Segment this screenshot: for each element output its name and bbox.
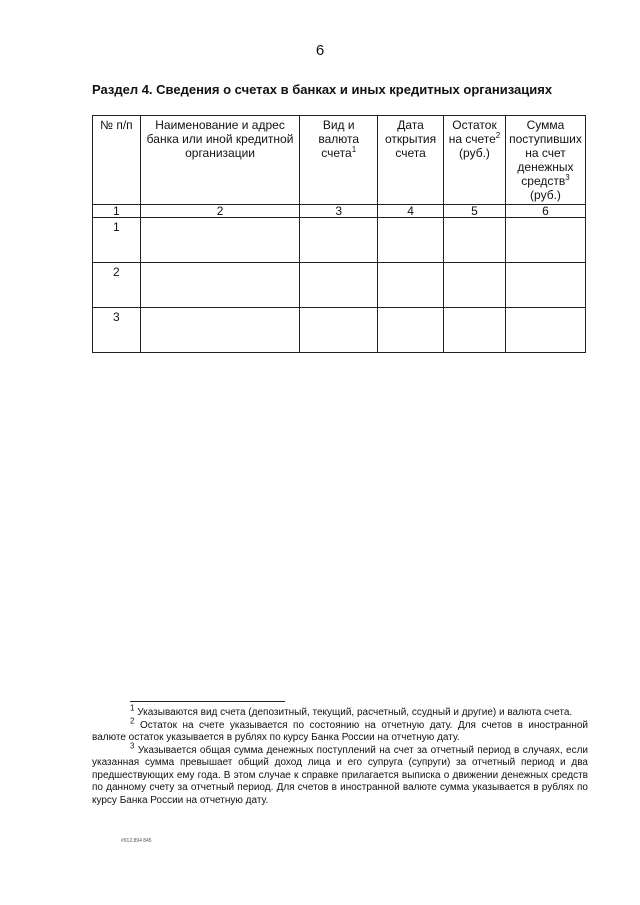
balance-cell[interactable] (444, 218, 506, 263)
header-text: Сумма поступивших на счет денежных средств (509, 118, 582, 188)
footnote-ref: 3 (565, 173, 570, 182)
page-number: 6 (315, 42, 325, 59)
footnote-3 (92, 741, 589, 808)
header-unit: (руб.) (459, 146, 490, 160)
row-number: 2 (93, 263, 141, 308)
table-row (93, 263, 586, 308)
header-cell (505, 116, 585, 205)
bank-name-cell[interactable] (140, 218, 300, 263)
header-cell (378, 116, 444, 205)
bank-name-cell[interactable] (140, 308, 300, 353)
balance-cell[interactable] (444, 263, 506, 308)
header-cell (300, 116, 378, 205)
footnote-ref: 2 (495, 131, 501, 140)
column-number: 3 (300, 205, 378, 218)
column-number: 2 (140, 205, 300, 218)
table-row (93, 308, 586, 353)
table-row (93, 218, 586, 263)
table-header-row (93, 116, 586, 205)
footnote-text: Указывается общая сумма денежных поступлений на счет за отчетный период в случаях, если указанная сумма превышает общий доход лица и его супруга (супруги) за отчетный период и два предшествующих ему года. В этом случае к справке прилагается выписка о движении денежных средств по данному счету за отчетный период. Для счетов в иностранной валюте сумма указывается в рублях по курсу Банка России на отчетную дату. (92, 744, 589, 806)
footnote-text: Указываются вид счета (депозитный, текущий, расчетный, ссудный и другие) и валюта счета. (137, 707, 573, 718)
column-number-row (93, 205, 586, 218)
footnote-mark: 1 (130, 703, 135, 713)
row-number: 1 (93, 218, 141, 263)
header-text: № п/п (100, 118, 133, 132)
header-text: Остаток на счете (448, 118, 497, 146)
footnote-1 (92, 703, 588, 720)
account-type-cell[interactable] (300, 218, 378, 263)
header-unit: (руб.) (530, 188, 561, 202)
account-type-cell[interactable] (300, 263, 378, 308)
header-cell (140, 116, 300, 205)
header-text: Дата открытия счета (384, 118, 437, 160)
column-number: 1 (93, 205, 141, 218)
footnote-mark: 2 (130, 716, 135, 726)
open-date-cell[interactable] (378, 218, 444, 263)
footnote-divider (130, 701, 285, 702)
open-date-cell[interactable] (378, 308, 444, 353)
header-cell (93, 116, 141, 205)
section-title: Раздел 4. Сведения о счетах в банках и иных кредитных организациях (92, 82, 553, 97)
document-code: #912.894 845 (121, 838, 152, 844)
accounts-table (92, 115, 586, 353)
footnotes (92, 703, 589, 807)
bank-name-cell[interactable] (140, 263, 300, 308)
footnote-2 (92, 716, 588, 745)
column-number: 4 (378, 205, 444, 218)
footnote-ref: 1 (351, 145, 357, 154)
header-text: Наименование и адрес банка или иной кредитной организации (146, 118, 294, 160)
footnote-mark: 3 (130, 741, 135, 751)
footnote-text: Остаток на счете указывается по состоянию на отчетную дату. Для счетов в иностранной валюте остаток указывается в рублях по курсу Банка России на отчетную дату. (92, 719, 588, 743)
balance-cell[interactable] (444, 308, 506, 353)
receipts-cell[interactable] (505, 308, 585, 353)
open-date-cell[interactable] (378, 263, 444, 308)
account-type-cell[interactable] (300, 308, 378, 353)
column-number: 6 (505, 205, 585, 218)
receipts-cell[interactable] (505, 263, 585, 308)
column-number: 5 (444, 205, 506, 218)
receipts-cell[interactable] (505, 218, 585, 263)
header-cell (444, 116, 506, 205)
header-text: Вид и валюта счета (318, 118, 360, 160)
row-number: 3 (93, 308, 141, 353)
